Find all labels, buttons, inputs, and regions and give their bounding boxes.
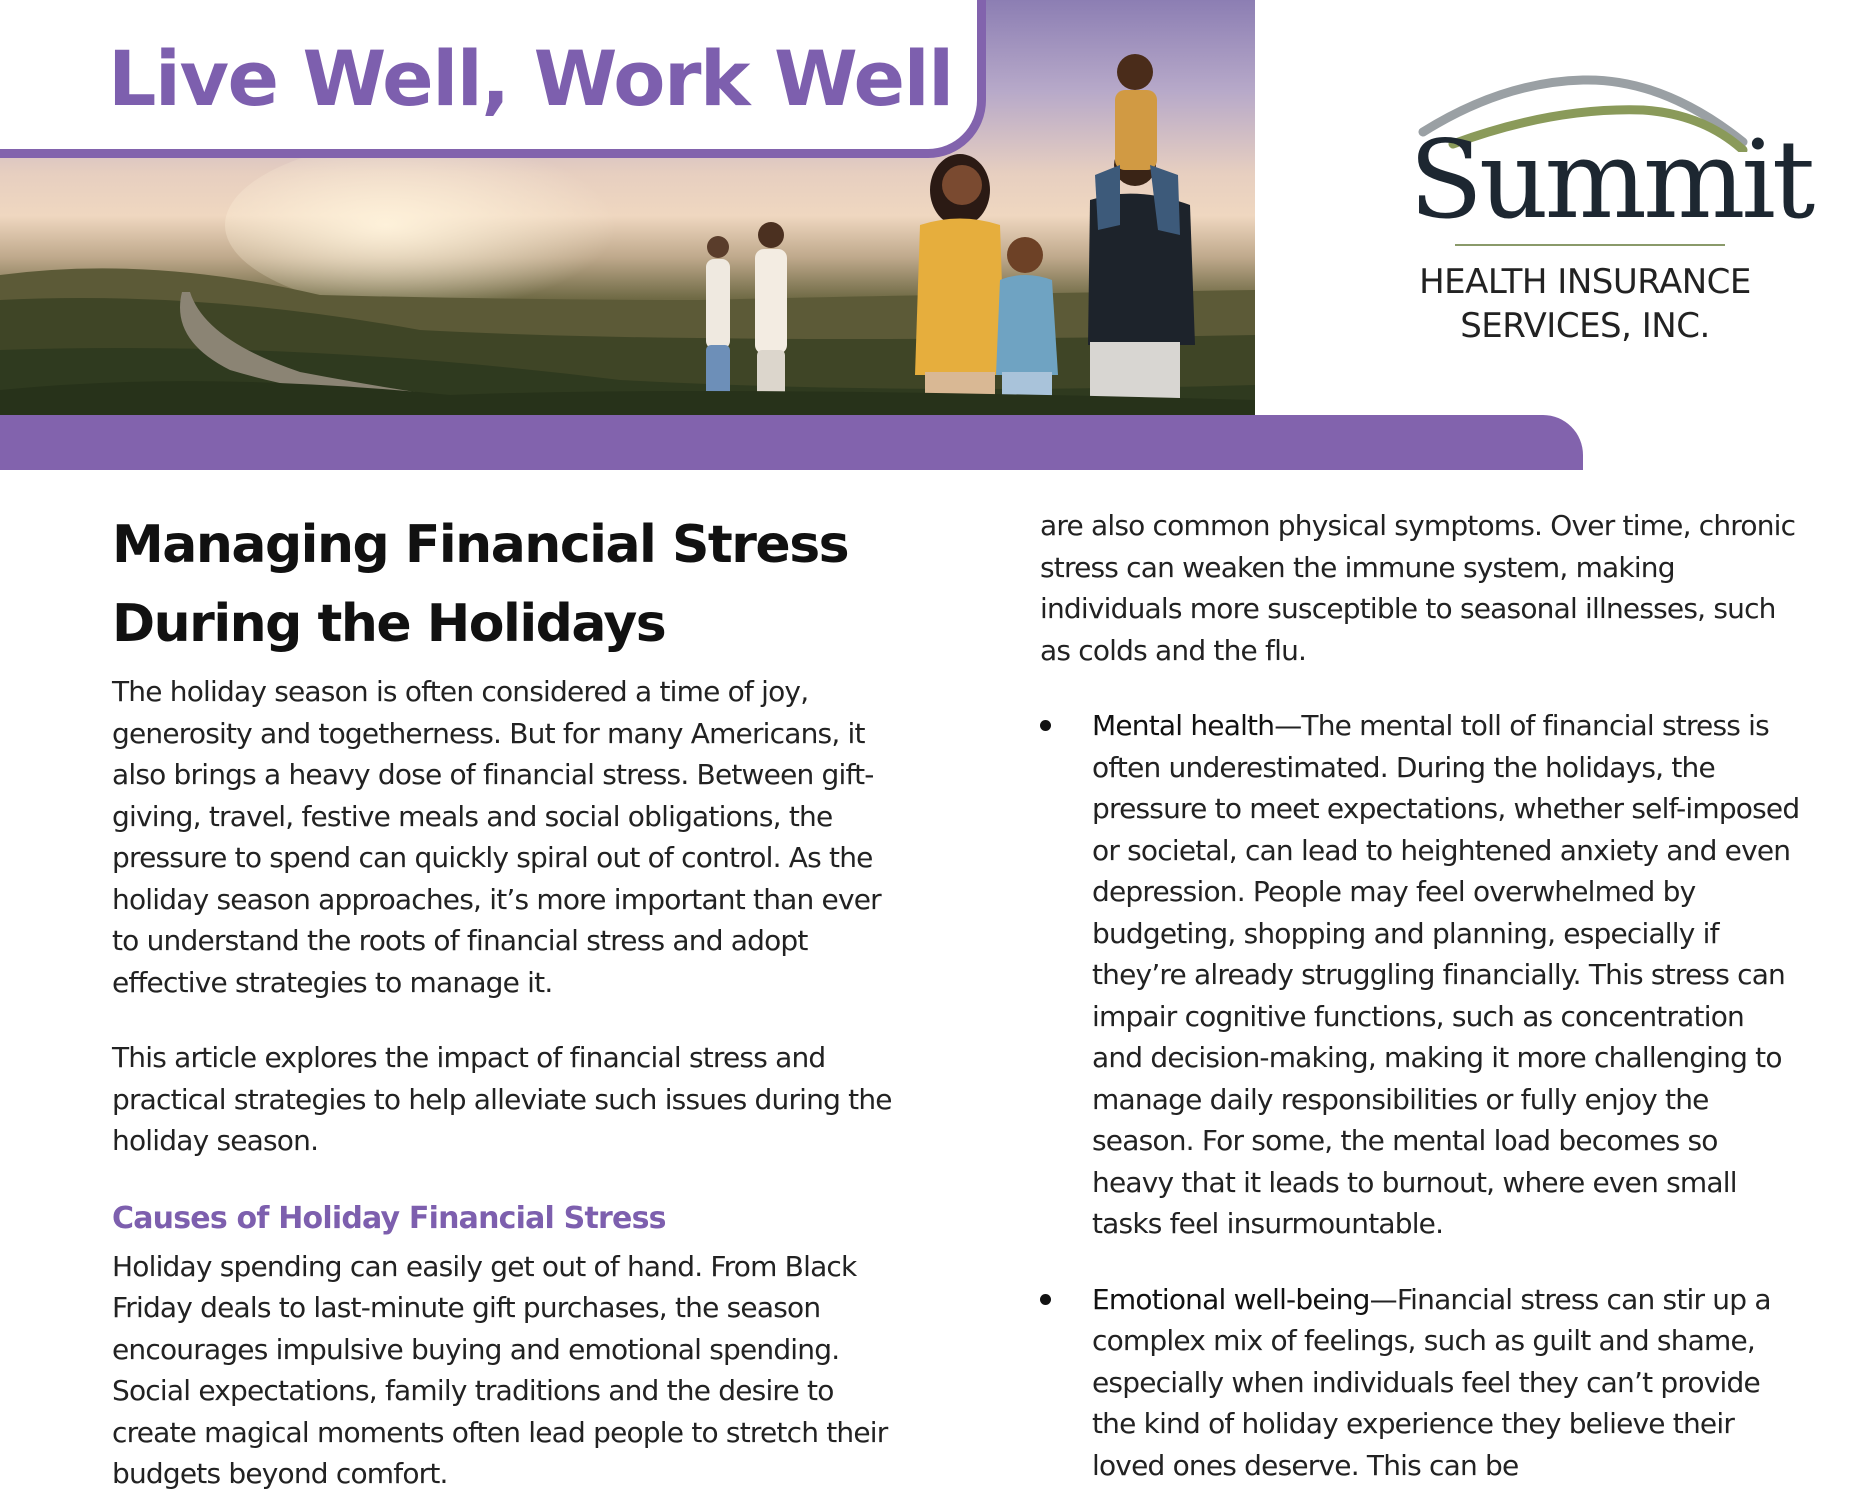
grandfather-head	[758, 222, 784, 248]
newsletter-title: Live Well, Work Well	[108, 34, 953, 123]
bullet-emotional-well-being	[1040, 1279, 1800, 1487]
continued-paragraph: are also common physical symptoms. Over time, chronic stress can weaken the immune system, making individuals more susceptible to seasonal illnesses, such as colds and the flu.	[1040, 509, 1796, 667]
intro-paragraph-2: This article explores the impact of financial stress and practical strategies to help alleviate such issues during the holiday season.	[112, 1041, 892, 1157]
bullet-mental-health	[1040, 705, 1800, 1245]
section-heading-causes: Causes of Holiday Financial Stress	[112, 1200, 666, 1236]
mother-head	[942, 165, 982, 205]
summit-logo	[1395, 72, 1812, 362]
impact-bullet-list	[1040, 705, 1800, 1486]
logo-subtitle-line1: HEALTH INSURANCE	[1419, 262, 1751, 302]
logo-subtitle	[1395, 260, 1775, 348]
title-banner	[0, 0, 986, 158]
right-column	[1040, 505, 1800, 1506]
logo-subtitle-line2: SERVICES, INC.	[1460, 306, 1710, 346]
grandmother-head	[707, 236, 729, 258]
header-divider-band	[0, 415, 1583, 470]
bullet-label-mental-health: Mental health	[1092, 709, 1275, 742]
left-column	[112, 506, 912, 1495]
causes-paragraph: Holiday spending can easily get out of hand. From Black Friday deals to last-minute gift purchases, the season encourages impulsive buying and emotional spending. Social expectations, family traditions and the desire to create magical moments often lead people to stretch their budgets beyond comfort.	[112, 1249, 888, 1490]
bullet-text-emotional-well-being: —Financial stress can stir up a complex mix of feelings, such as guilt and shame, especially when individuals feel they can’t provide the kind of holiday experience they believe their loved ones deserve. This can be	[1092, 1282, 1771, 1482]
bullet-text-mental-health: —The mental toll of financial stress is often underestimated. During the holidays, the pressure to meet expectations, whether self-imposed or societal, can lead to heightened anxiety and even depression. People may feel overwhelmed by budgeting, shopping and planning, especially if they’re already struggling financially. This stress can impair cognitive functions, such as concentration and decision-making, making it more challenging to manage daily responsibilities or fully enjoy the season. For some, the mental load becomes so heavy that it leads to burnout, where even small tasks feel insurmountable.	[1092, 709, 1800, 1240]
girl-head	[1007, 237, 1043, 273]
logo-wordmark: Summit	[1409, 118, 1812, 243]
boy-head	[1117, 54, 1153, 90]
logo-divider	[1455, 244, 1725, 246]
article-title: Managing Financial Stress During the Holidays	[112, 515, 849, 654]
bullet-label-emotional-well-being: Emotional well-being	[1092, 1282, 1370, 1316]
intro-paragraph-1: The holiday season is often considered a time of joy, generosity and togetherness. But for many Americans, it also brings a heavy dose of financial stress. Between gift-giving, travel, festive meals and social obligations, the pressure to spend can quickly spiral out of control. As the holiday season approaches, it’s more important than ever to understand the roots of financial stress and adopt effective strategies to manage it.	[112, 675, 881, 999]
